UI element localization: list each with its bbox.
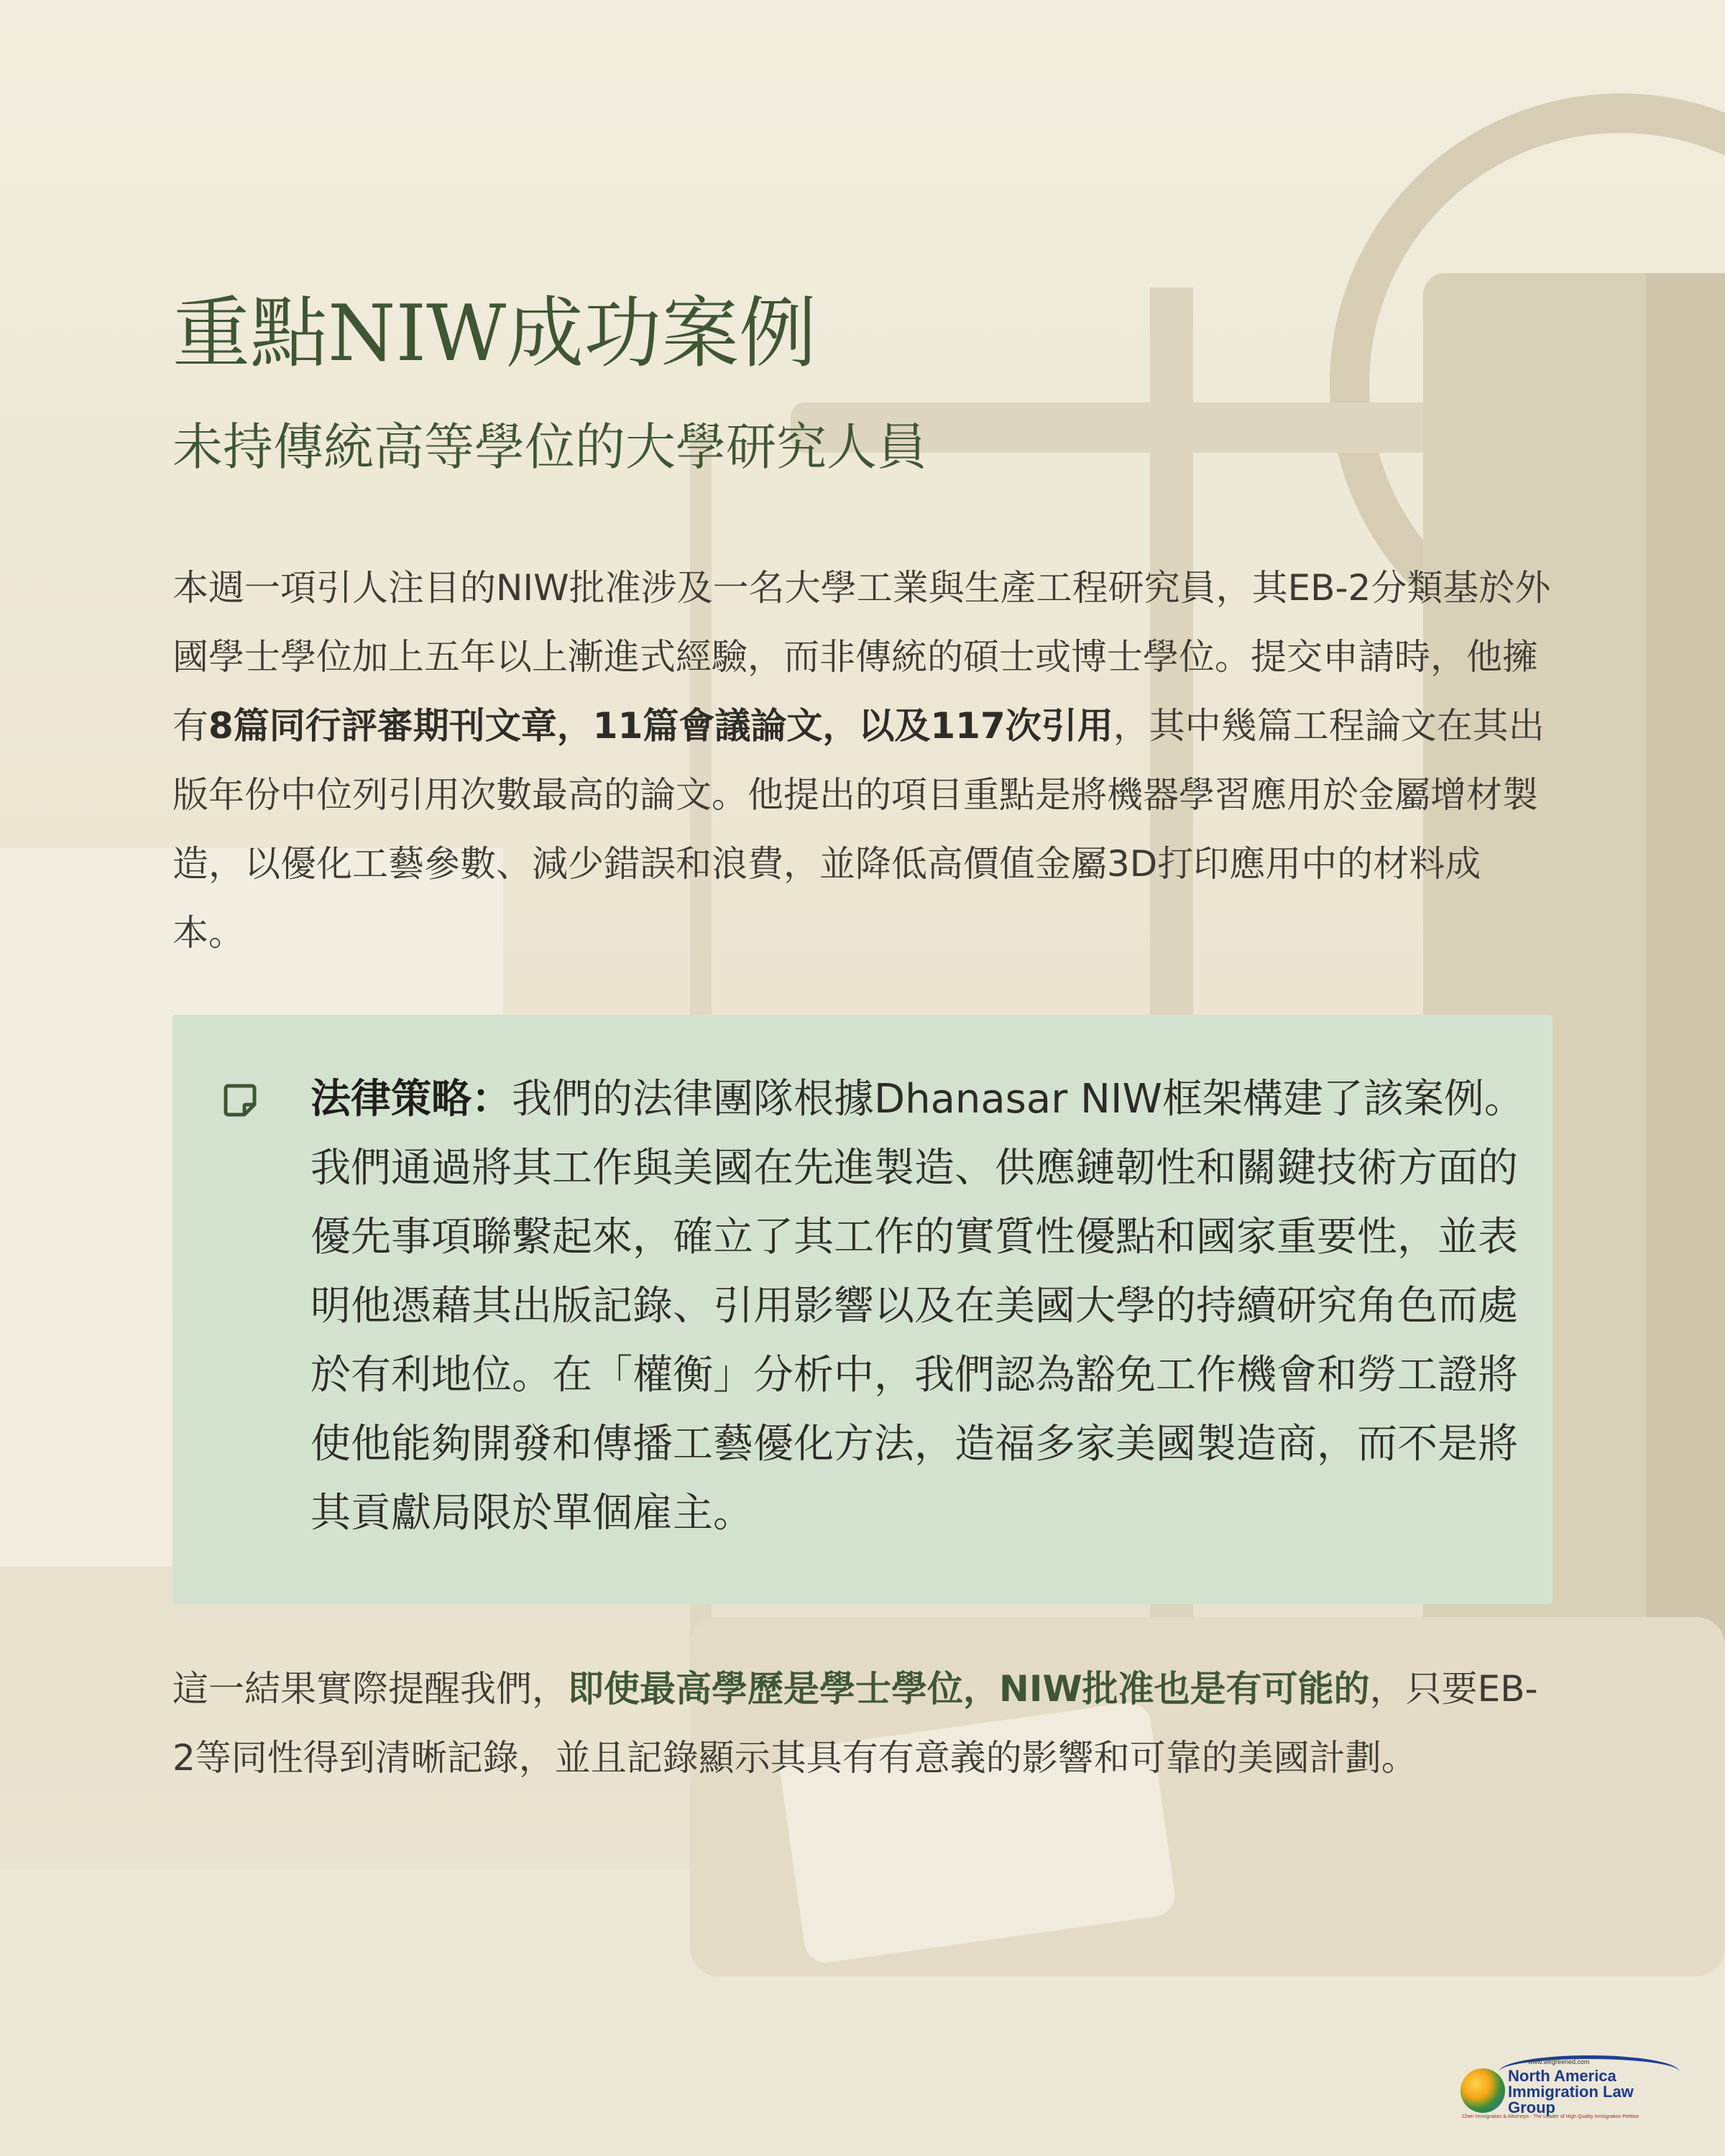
company-logo: [1456, 2053, 1679, 2117]
intro-paragraph: [172, 553, 1552, 967]
page-title: 重點NIW成功案例: [172, 289, 817, 379]
logo-name: [1508, 2068, 1679, 2116]
logo-name-line2: Immigration Law Group: [1508, 2083, 1634, 2116]
outro-highlight: 即使最高學歷是學士學位，NIW批准也是有可能的: [568, 1668, 1370, 1710]
logo-name-line1: North America: [1508, 2067, 1616, 2085]
callout-label: 法律策略：: [310, 1076, 512, 1123]
intro-text-2: ，其中幾篇工程論文在其出版年份中位列引用次數最高的論文。他提出的項目重點是將機器學習應用於金屬增材製造，以優化工藝參數、減少錯誤和浪費，並降低高價值金屬3D打印應用中的材料成本。: [172, 705, 1545, 954]
logo-url: www.wegreened.com: [1528, 2058, 1590, 2065]
outro-text-1: 這一結果實際提醒我們，: [172, 1668, 568, 1710]
logo-tagline: Chen Immigration & Attorneys - The Leader of High Quality Immigration Petition: [1462, 2114, 1639, 2119]
intro-text-1: 本週一項引人注目的NIW批准涉及一名大學工業與生產工程研究員，其EB-2分類基於外國學士學位加上五年以上漸進式經驗，而非傳統的碩士或博士學位。提交申請時，他擁有: [172, 567, 1551, 747]
callout-text: [310, 1065, 1532, 1548]
intro-highlight: 8篇同行評審期刊文章，11篇會議論文，以及117次引用: [208, 705, 1113, 747]
page-subtitle: 未持傳統高等學位的大學研究人員: [172, 418, 927, 476]
note-icon: [221, 1082, 259, 1119]
globe-icon: [1460, 2068, 1505, 2113]
outro-text-2: ，只要EB-2等同性得到清晰記錄，並且記錄顯示其具有有意義的影響和可靠的美國計劃。: [172, 1668, 1538, 1779]
outro-paragraph: [172, 1654, 1552, 1792]
callout-body: 我們的法律團隊根據Dhanasar NIW框架構建了該案例。我們通過將其工作與美國在先進製造、供應鏈韌性和關鍵技術方面的優先事項聯繫起來，確立了其工作的實質性優點和國家重要性，並表明他憑藉其出版記錄、引用影響以及在美國大學的持續研究角色而處於有利地位。在「權衡」分析中，我們認為豁免工作機會和勞工證將使他能夠開發和傳播工藝優化方法，造福多家美國製造商，而不是將其貢獻局限於單個雇主。: [310, 1076, 1524, 1537]
